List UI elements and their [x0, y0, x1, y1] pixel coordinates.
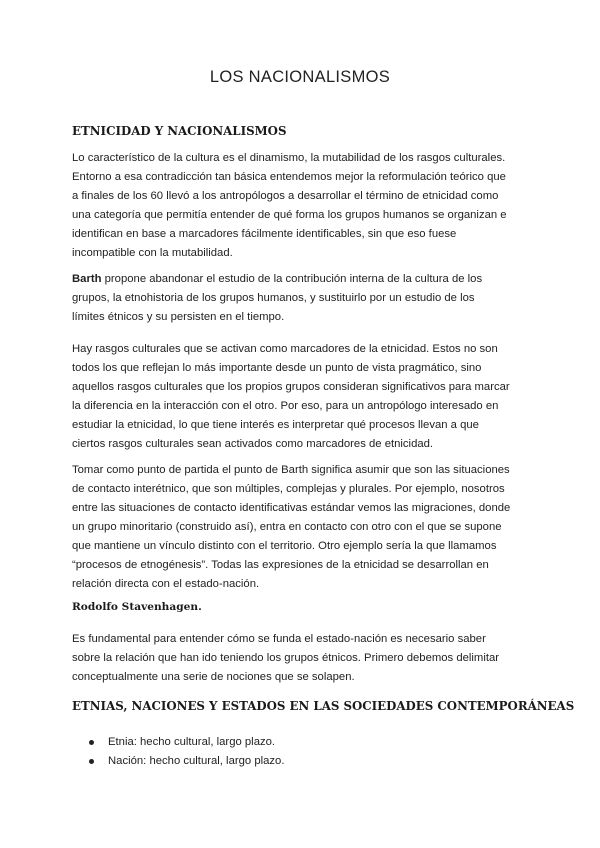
- text-line: ciertos rasgos culturales sean activados como marcadores de etnicidad.: [72, 438, 434, 450]
- text-line: “procesos de etnogénesis”. Todas las expresiones de la etnicidad se desarrollan en: [72, 559, 489, 571]
- text-line: de contacto interétnico, que son múltiples, complejas y plurales. Por ejemplo, nosotros: [72, 483, 505, 495]
- bullet-icon: [89, 740, 94, 745]
- text-line: aquellos rasgos culturales que los propios grupos consideran significativos para marcar: [72, 381, 510, 393]
- list-item: [72, 752, 284, 771]
- page-title: LOS NACIONALISMOS: [209, 68, 391, 86]
- bullet-icon: [89, 759, 94, 764]
- text-line: sobre la relación que han ido teniendo los grupos étnicos. Primero debemos delimitar: [72, 652, 500, 664]
- paragraph-3: [72, 340, 534, 454]
- text-fragment: propone abandonar el estudio de la contribución interna de la cultura de los: [101, 273, 483, 285]
- text-line: incompatible con la mutabilidad.: [72, 247, 233, 259]
- section-heading-etnicidad: ETNICIDAD Y NACIONALISMOS: [72, 124, 287, 138]
- text-line: estudiar la etnicidad, lo que tiene interés es interpretar qué procesos llevan a que: [72, 419, 479, 431]
- author-name-barth: Barth: [72, 273, 102, 285]
- text-line: Tomar como punto de partida el punto de Barth significa asumir que son las situaciones: [72, 464, 510, 476]
- text-line: relación directa con el estado-nación.: [72, 578, 260, 590]
- list-item: [72, 733, 284, 752]
- paragraph-2: [72, 270, 534, 327]
- author-subheading: Rodolfo Stavenhagen.: [72, 601, 202, 613]
- text-line: entre las situaciones de contacto identificativas estándar vemos las migraciones, donde: [72, 502, 511, 514]
- text-line: todos los que reflejan lo más importante desde un punto de vista pragmático, sino: [72, 362, 482, 374]
- text-line: Es fundamental para entender cómo se funda el estado-nación es necesario saber: [72, 633, 486, 645]
- text-line: la diferencia en la interacción con el otro. Por eso, para un antropólogo interesado en: [72, 400, 499, 412]
- text-line: a finales de los 60 llevó a los antropólogos a desarrollar el término de etnicidad como: [72, 190, 499, 202]
- text-line: Hay rasgos culturales que se activan como marcadores de la etnicidad. Estos no son: [72, 343, 498, 355]
- paragraph-1: [72, 149, 534, 263]
- text-line: Entorno a esa contradicción tan básica entendemos mejor la reformulación teórico que: [72, 171, 506, 183]
- text-line: límites étnicos y su persisten en el tiempo.: [72, 311, 285, 323]
- text-line: un grupo minoritario (construido así), entra en contacto con otro con el que se supone: [72, 521, 502, 533]
- text-line: identifican en base a marcadores fácilmente identificables, sin que eso fuese: [72, 228, 457, 240]
- text-line: grupos, la etnohistoria de los grupos humanos, y sustituirlo por un estudio de los: [72, 292, 475, 304]
- text-line: conceptualmente una serie de nociones que se solapen.: [72, 671, 355, 683]
- text-line: una categoría que permitía entender de qué forma los grupos humanos se organizan e: [72, 209, 507, 221]
- paragraph-4: [72, 461, 534, 594]
- text-line: Lo característico de la cultura es el dinamismo, la mutabilidad de los rasgos culturales.: [72, 152, 506, 164]
- list-item-text: Etnia: hecho cultural, largo plazo.: [108, 736, 276, 748]
- text-line: que mantiene un vínculo distinto con el territorio. Otro ejemplo sería la que llamamos: [72, 540, 497, 552]
- text-line: [72, 270, 534, 289]
- section-heading-etnias: ETNIAS, NACIONES Y ESTADOS EN LAS SOCIEDADES CONTEMPORÁNEAS: [72, 699, 575, 713]
- paragraph-5: [72, 630, 534, 687]
- bullet-list: [72, 733, 284, 771]
- list-item-text: Nación: hecho cultural, largo plazo.: [108, 755, 285, 767]
